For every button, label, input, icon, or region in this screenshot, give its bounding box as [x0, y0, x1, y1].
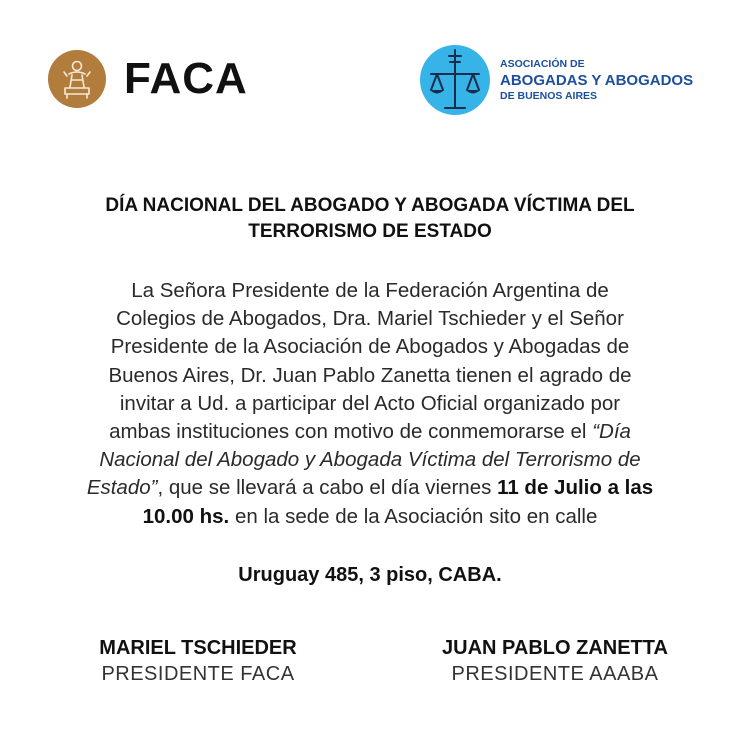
event-date: 11 de Julio a las — [497, 476, 654, 500]
body-line-5: invitar a Ud. a participar del Acto Oficial organizado por — [119, 391, 621, 415]
body-line-8b: , que se llevará a cabo el día viernes — [157, 476, 498, 500]
body-line-2: Colegios de Abogados, Dra. Mariel Tschieder y el Señor — [116, 307, 624, 331]
body-line-6 — [30, 418, 710, 446]
signer-role: PRESIDENTE FACA — [101, 663, 295, 685]
header — [0, 0, 740, 150]
event-name-middle: Nacional del Abogado y Abogada Víctima del Terrorismo de — [99, 448, 641, 472]
event-name-end: Estado” — [86, 476, 158, 500]
aaba-line-1: ASOCIACIÓN DE — [500, 58, 585, 70]
signer-name: MARIEL TSCHIEDER — [99, 637, 297, 659]
page-title — [40, 193, 700, 245]
signature-left — [48, 635, 348, 687]
body-line-9 — [30, 503, 710, 531]
event-time: 10.00 hs. — [142, 504, 230, 528]
faca-seal-icon — [48, 50, 106, 108]
signature-right — [405, 635, 705, 687]
title-line-1: DÍA NACIONAL DEL ABOGADO Y ABOGADA VÍCTIMA DEL — [105, 195, 635, 216]
aaba-line-2: ABOGADAS Y ABOGADOS — [500, 72, 694, 89]
event-name-start: “Día — [592, 420, 631, 444]
invitation-body — [30, 277, 710, 531]
body-line-7 — [30, 446, 710, 474]
body-line-9b: en la sede de la Asociación sito en calle — [229, 504, 598, 528]
title-line-2: TERRORISMO DE ESTADO — [248, 221, 492, 242]
scales-of-justice-icon — [419, 44, 491, 116]
signer-name: JUAN PABLO ZANETTA — [442, 637, 668, 659]
aaba-line-3: DE BUENOS AIRES — [500, 90, 598, 102]
body-line-3: Presidente de la Asociación de Abogados y Abogadas de — [110, 335, 630, 359]
signer-role: PRESIDENTE AAABA — [451, 663, 659, 685]
event-address: Uruguay 485, 3 piso, CABA. — [238, 564, 502, 586]
body-line-8 — [30, 474, 710, 502]
body-line-6a: ambas instituciones con motivo de conmemorarse el — [109, 420, 593, 444]
aaba-wordmark — [500, 58, 693, 103]
faca-wordmark: FACA — [124, 54, 248, 103]
body-line-1: La Señora Presidente de la Federación Argentina de — [131, 279, 609, 302]
body-line-4: Buenos Aires, Dr. Juan Pablo Zanetta tienen el agrado de — [108, 363, 632, 387]
